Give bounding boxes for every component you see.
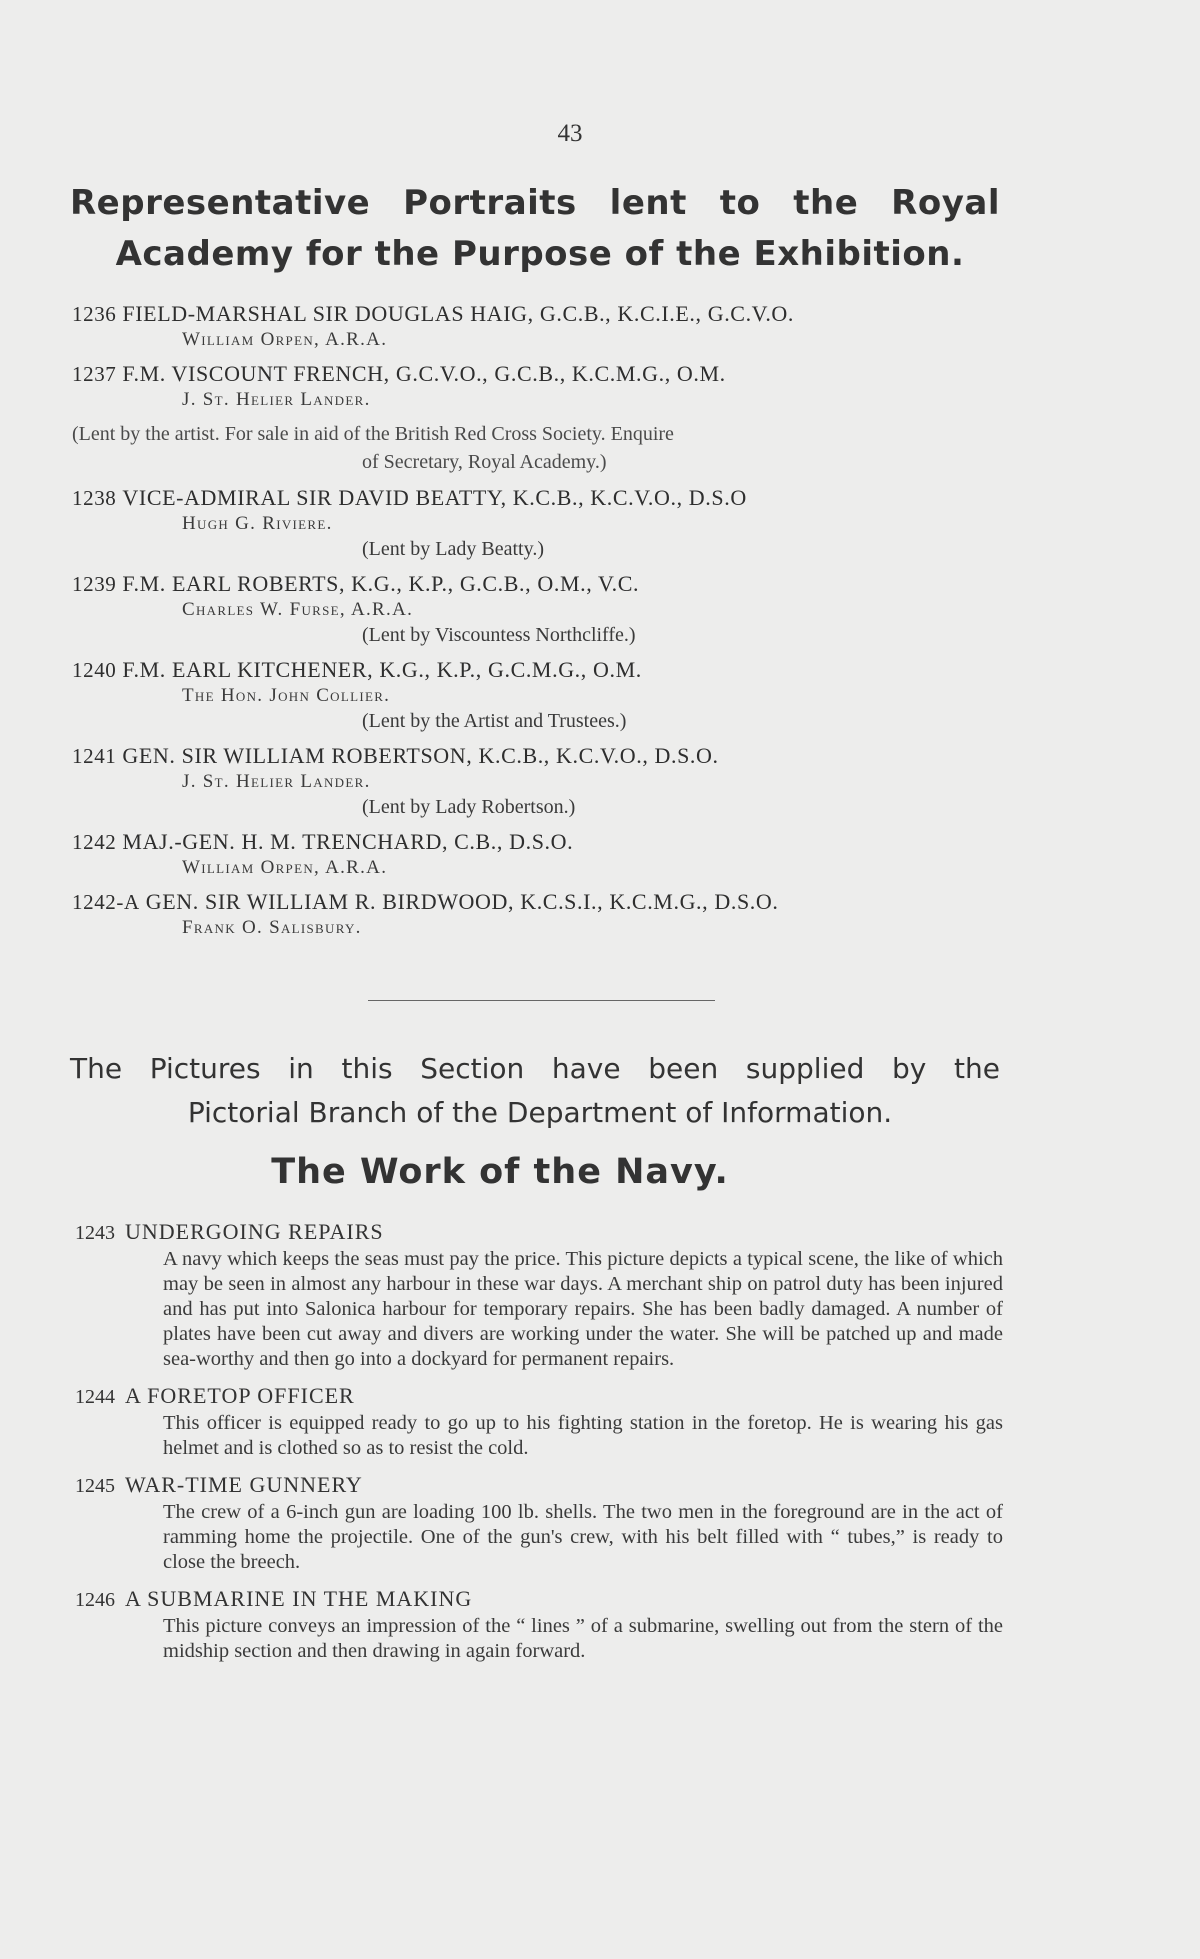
navy-list [75, 1218, 1015, 1674]
entry-description: A navy which keeps the seas must pay the price. This picture depicts a typical scene, the like of which may be seen in almost any harbour in these war days. A merchant ship on patrol duty has been injured and has put into Salonica harbour for temporary repairs. She has been badly damaged. A number of plates have been cut away and divers are working under the water. She will be patched up and made sea-worthy and then go into a dockyard for permanent repairs. [163, 1248, 1003, 1370]
page-number: 43 [557, 120, 583, 147]
heading-word: Portraits [403, 183, 577, 223]
heading-word: been [648, 1052, 719, 1085]
entry-number: 1240 [72, 658, 117, 682]
entry-description: This officer is equipped ready to go up to his fighting station in the foretop. He is wearing his gas helmet and is clothed so as to resist the cold. [163, 1412, 1003, 1459]
entry-number: 1238 [72, 486, 117, 510]
supplied-heading-line2: Pictorial Branch of the Department of Information. [187, 1096, 893, 1129]
heading-word: to [719, 183, 761, 223]
navy-heading: The Work of the Navy. [271, 1152, 729, 1192]
navy-entry [75, 1218, 1015, 1372]
lent-note-line2: of Secretary, Royal Academy.) [362, 451, 607, 473]
supplied-heading-line1 [70, 1047, 1000, 1091]
entry-artist: J. St. Helier Lander. [182, 389, 371, 410]
entry-title: FIELD-MARSHAL SIR DOUGLAS HAIG, G.C.B., K.C.I.E., G.C.V.O. [122, 301, 795, 326]
navy-entry [75, 1382, 1015, 1461]
entry-title-line [72, 360, 1012, 388]
heading-word: Pictures [149, 1052, 261, 1085]
entry-title: WAR-TIME GUNNERY [125, 1472, 363, 1497]
entry-artist: William Orpen, A.R.A. [182, 857, 388, 878]
entry-number: 1241 [72, 744, 117, 768]
entry-title: GEN. SIR WILLIAM R. BIRDWOOD, K.C.S.I., K.C.M.G., D.S.O. [145, 889, 779, 914]
portrait-entry [72, 888, 1012, 940]
entry-description: The crew of a 6-inch gun are loading 100 lb. shells. The two men in the foreground are in the act of ramming home the projectile. One of the gun's crew, with his belt filled with “ tubes,” is ready to close the breech. [163, 1501, 1003, 1573]
heading-word: the [793, 183, 859, 223]
entry-title: VICE-ADMIRAL SIR DAVID BEATTY, K.C.B., K.C.V.O., D.S.O [122, 485, 747, 510]
entry-title-line [72, 828, 1012, 856]
navy-entry [75, 1585, 1015, 1664]
heading-word: Section [420, 1052, 525, 1085]
heading-word: in [288, 1052, 314, 1085]
supplied-heading [70, 1047, 1010, 1135]
heading-word: The [70, 1052, 123, 1085]
entry-title: A SUBMARINE IN THE MAKING [125, 1586, 473, 1611]
entry-title-line [72, 656, 1012, 684]
entry-title: F.M. EARL ROBERTS, K.G., K.P., G.C.B., O.M., V.C. [122, 571, 640, 596]
entry-artist: Charles W. Furse, A.R.A. [182, 599, 414, 620]
entry-lender: (Lent by Viscountess Northcliffe.) [362, 624, 636, 646]
entry-number: 1243 [75, 1222, 115, 1244]
heading-word: supplied [745, 1052, 865, 1085]
portraits-heading-line2: Academy for the Purpose of the Exhibition. [115, 234, 965, 274]
entry-title-line [72, 888, 1012, 916]
lent-note-line1: (Lent by the artist. For sale in aid of the British Red Cross Society. Enquire [72, 423, 674, 445]
navy-entry-heading [75, 1218, 1015, 1247]
entry-title: F.M. VISCOUNT FRENCH, G.C.V.O., G.C.B., K.C.M.G., O.M. [122, 361, 726, 386]
entry-lender: (Lent by Lady Beatty.) [362, 538, 544, 560]
entry-title: F.M. EARL KITCHENER, K.G., K.P., G.C.M.G., O.M. [122, 657, 642, 682]
portrait-entry [72, 484, 1012, 562]
entry-lender: (Lent by the Artist and Trustees.) [362, 710, 627, 732]
portrait-entry [72, 656, 1012, 734]
heading-word: by [892, 1052, 927, 1085]
entry-artist: J. St. Helier Lander. [182, 771, 371, 792]
navy-entry-heading [75, 1471, 1015, 1500]
heading-word: this [341, 1052, 393, 1085]
navy-entry-heading [75, 1585, 1015, 1614]
heading-word: the [954, 1052, 1000, 1085]
entry-description: This picture conveys an impression of the “ lines ” of a submarine, swelling out from the stern of the midship section and then drawing in again forward. [163, 1615, 1003, 1662]
portraits-heading-line1 [70, 178, 1000, 229]
entry-artist: William Orpen, A.R.A. [182, 329, 388, 350]
entry-title: MAJ.-GEN. H. M. TRENCHARD, C.B., D.S.O. [122, 829, 574, 854]
entry-number: 1242 [72, 830, 117, 854]
entry-lender: (Lent by Lady Robertson.) [362, 796, 576, 818]
entry-title: GEN. SIR WILLIAM ROBERTSON, K.C.B., K.C.V.O., D.S.O. [122, 743, 719, 768]
entry-artist: Hugh G. Riviere. [182, 513, 333, 534]
lent-note [72, 420, 1012, 476]
entry-title-line [72, 300, 1012, 328]
navy-entry-heading [75, 1382, 1015, 1411]
entry-title: UNDERGOING REPAIRS [125, 1219, 384, 1244]
entry-number: 1237 [72, 362, 117, 386]
portraits-heading [70, 178, 1010, 280]
section-divider [368, 1000, 715, 1001]
entry-artist: The Hon. John Collier. [182, 685, 391, 706]
heading-word: Royal [891, 183, 1000, 223]
entry-number: 1246 [75, 1589, 115, 1611]
entry-number: 1242-A [72, 890, 140, 914]
heading-word: have [551, 1052, 621, 1085]
entry-number: 1236 [72, 302, 117, 326]
portrait-entry [72, 742, 1012, 820]
heading-word: lent [609, 183, 687, 223]
entry-number: 1245 [75, 1475, 115, 1497]
entry-title-line [72, 570, 1012, 598]
portrait-entry [72, 360, 1012, 412]
entry-artist: Frank O. Salisbury. [182, 917, 362, 938]
entry-title-line [72, 742, 1012, 770]
entry-number: 1239 [72, 572, 117, 596]
portrait-entry [72, 570, 1012, 648]
portrait-list [72, 300, 1012, 948]
heading-word: Representative [70, 183, 371, 223]
entry-number: 1244 [75, 1386, 115, 1408]
navy-entry [75, 1471, 1015, 1575]
entry-title: A FORETOP OFFICER [125, 1383, 355, 1408]
portrait-entry [72, 300, 1012, 352]
entry-title-line [72, 484, 1012, 512]
portrait-entry [72, 828, 1012, 880]
